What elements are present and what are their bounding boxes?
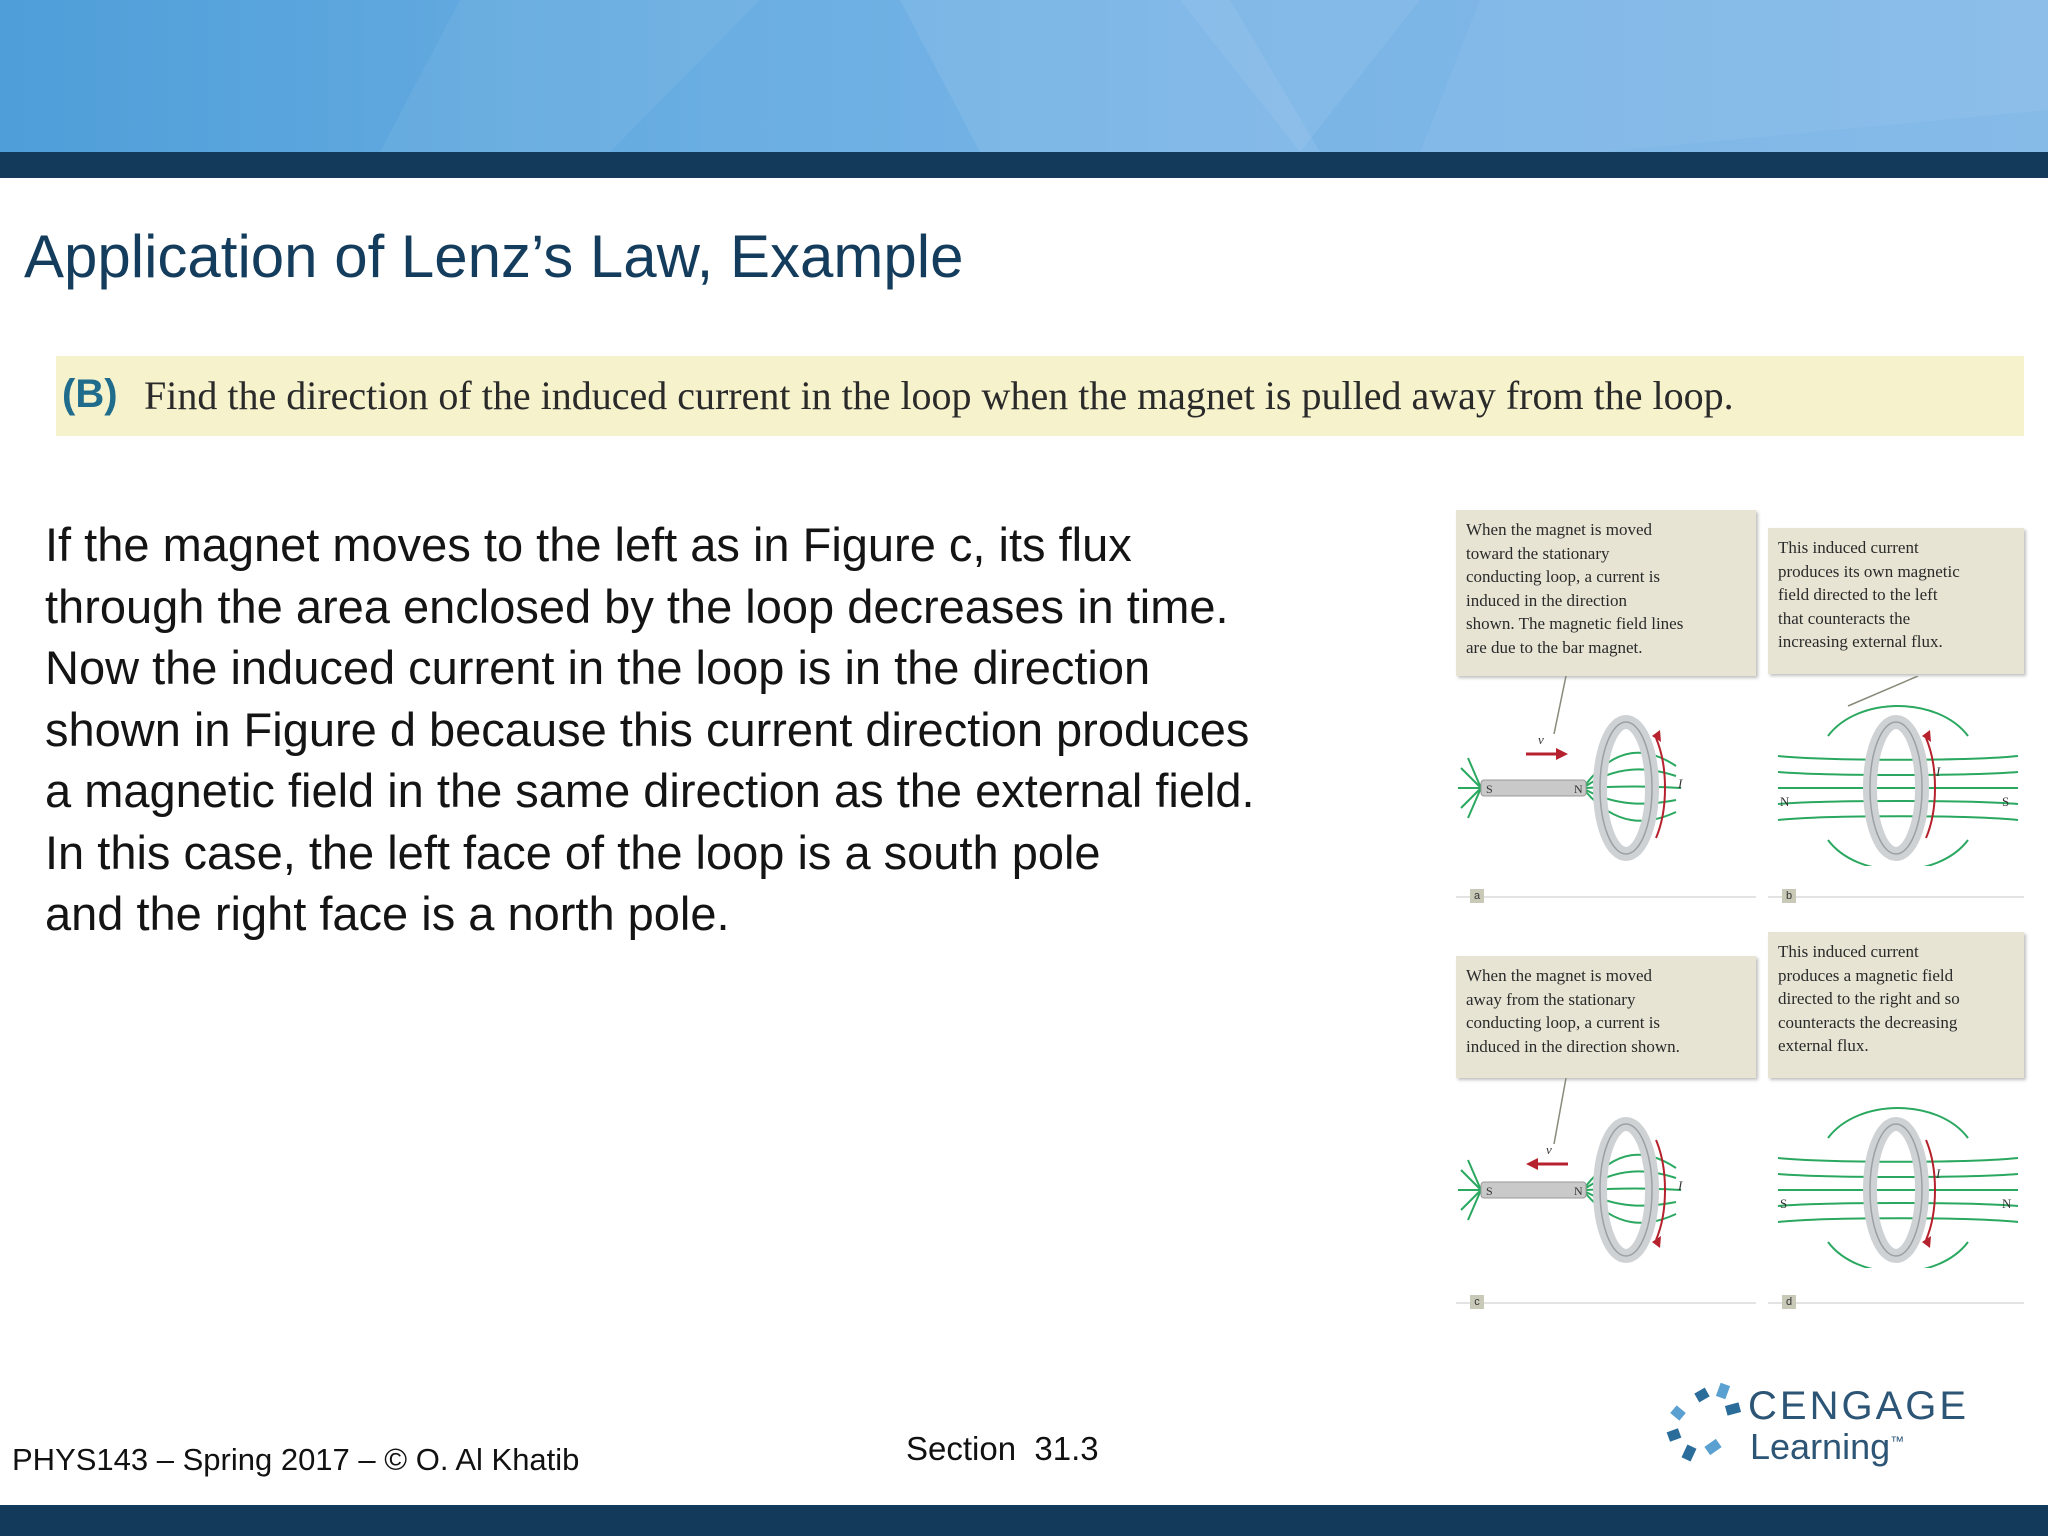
callout-b xyxy=(1768,528,2024,674)
panel-label-b: b xyxy=(1782,889,1796,903)
panel-c-drawing xyxy=(1456,1078,1756,1268)
logo-learning-word: Learning xyxy=(1750,1426,1891,1467)
callout-line: induced in the direction shown. xyxy=(1466,1036,1680,1056)
velocity-label: v xyxy=(1538,732,1544,747)
callout-line: conducting loop, a current is xyxy=(1466,567,1661,586)
callout-line: external flux. xyxy=(1778,1036,1869,1055)
pole-label-right: N xyxy=(1574,782,1583,796)
question-label: (B) xyxy=(62,372,118,416)
callout-line: counteracts the decreasing xyxy=(1778,1012,1958,1032)
velocity-label: v xyxy=(1546,1142,1552,1157)
body-line: In this case, the left face of the loop is a south pole xyxy=(45,825,1101,879)
body-line: a magnetic field in the same direction as the external field. xyxy=(45,764,1255,817)
callout-line: induced in the direction xyxy=(1466,590,1627,610)
callout-line: toward the stationary xyxy=(1466,543,1610,563)
pole-label-left: N xyxy=(1780,794,1790,809)
pole-label-right: S xyxy=(2002,794,2010,809)
header-banner xyxy=(0,0,2048,152)
logo-trademark: ™ xyxy=(1890,1433,1905,1449)
callout-a xyxy=(1456,510,1756,676)
body-line: shown in Figure d because this current direction produces xyxy=(45,702,1250,756)
panel-label-c: c xyxy=(1470,1295,1484,1309)
panel-rule xyxy=(1456,1302,1756,1304)
question-text: Find the direction of the induced current in the loop when the magnet is pulled away from the loop. xyxy=(144,373,1734,418)
panel-rule xyxy=(1456,896,1756,898)
callout-line: This induced current xyxy=(1778,942,1919,961)
banner-facets xyxy=(0,0,2048,152)
callout-line: field directed to the left xyxy=(1778,585,1938,604)
current-label: I xyxy=(1678,776,1683,791)
body-line: Now the induced current in the loop is in the direction xyxy=(45,641,1151,694)
callout-line: produces its own magnetic xyxy=(1778,561,1960,581)
pole-label-right: N xyxy=(1574,1184,1583,1198)
body-line: and the right face is a north pole. xyxy=(45,887,730,940)
body-paragraph xyxy=(45,514,1435,945)
callout-line: produces a magnetic field xyxy=(1778,965,1954,985)
callout-line: directed to the right and so xyxy=(1778,989,1960,1008)
body-line: If the magnet moves to the left as in Figure c, its flux xyxy=(45,518,1132,571)
panel-b-drawing xyxy=(1768,676,2024,866)
footer-section-number: Section 31.3 xyxy=(906,1430,1099,1467)
panel-label-a: a xyxy=(1470,889,1484,903)
current-label: I xyxy=(1678,1178,1683,1193)
callout-line: increasing external flux. xyxy=(1778,632,1943,651)
callout-line: This induced current xyxy=(1778,538,1919,557)
panel-a-drawing xyxy=(1456,676,1756,866)
logo-cengage-text: CENGAGE xyxy=(1748,1384,1970,1428)
current-label: I xyxy=(1936,1166,1941,1181)
callout-line: away from the stationary xyxy=(1466,989,1636,1009)
pole-label-right: N xyxy=(2002,1196,2012,1211)
callout-line: are due to the bar magnet. xyxy=(1466,637,1643,657)
lenz-law-figure xyxy=(1446,500,2030,1320)
callout-line: When the magnet is moved xyxy=(1466,966,1653,985)
panel-d-drawing xyxy=(1768,1078,2024,1268)
panel-rule xyxy=(1768,896,2024,898)
panel-label-d: d xyxy=(1782,1295,1796,1309)
pole-label-left: S xyxy=(1486,782,1493,796)
header-rule xyxy=(0,152,2048,178)
footer-rule xyxy=(0,1505,2048,1536)
body-line: through the area enclosed by the loop decreases in time. xyxy=(45,579,1229,633)
pole-label-left: S xyxy=(1780,1196,1788,1211)
footer-course-info: PHYS143 – Spring 2017 – © O. Al Khatib xyxy=(12,1442,580,1477)
logo-learning-text xyxy=(1750,1426,1904,1468)
callout-line: When the magnet is moved xyxy=(1466,520,1653,539)
panel-rule xyxy=(1768,1302,2024,1304)
callout-c xyxy=(1456,956,1756,1078)
callout-line: shown. The magnetic field lines xyxy=(1466,614,1684,633)
callout-d xyxy=(1768,932,2024,1078)
current-label: I xyxy=(1936,764,1941,779)
pole-label-left: S xyxy=(1486,1184,1493,1198)
callout-line: conducting loop, a current is xyxy=(1466,1013,1661,1032)
slide-title: Application of Lenz’s Law, Example xyxy=(24,223,964,290)
callout-line: that counteracts the xyxy=(1778,608,1911,628)
